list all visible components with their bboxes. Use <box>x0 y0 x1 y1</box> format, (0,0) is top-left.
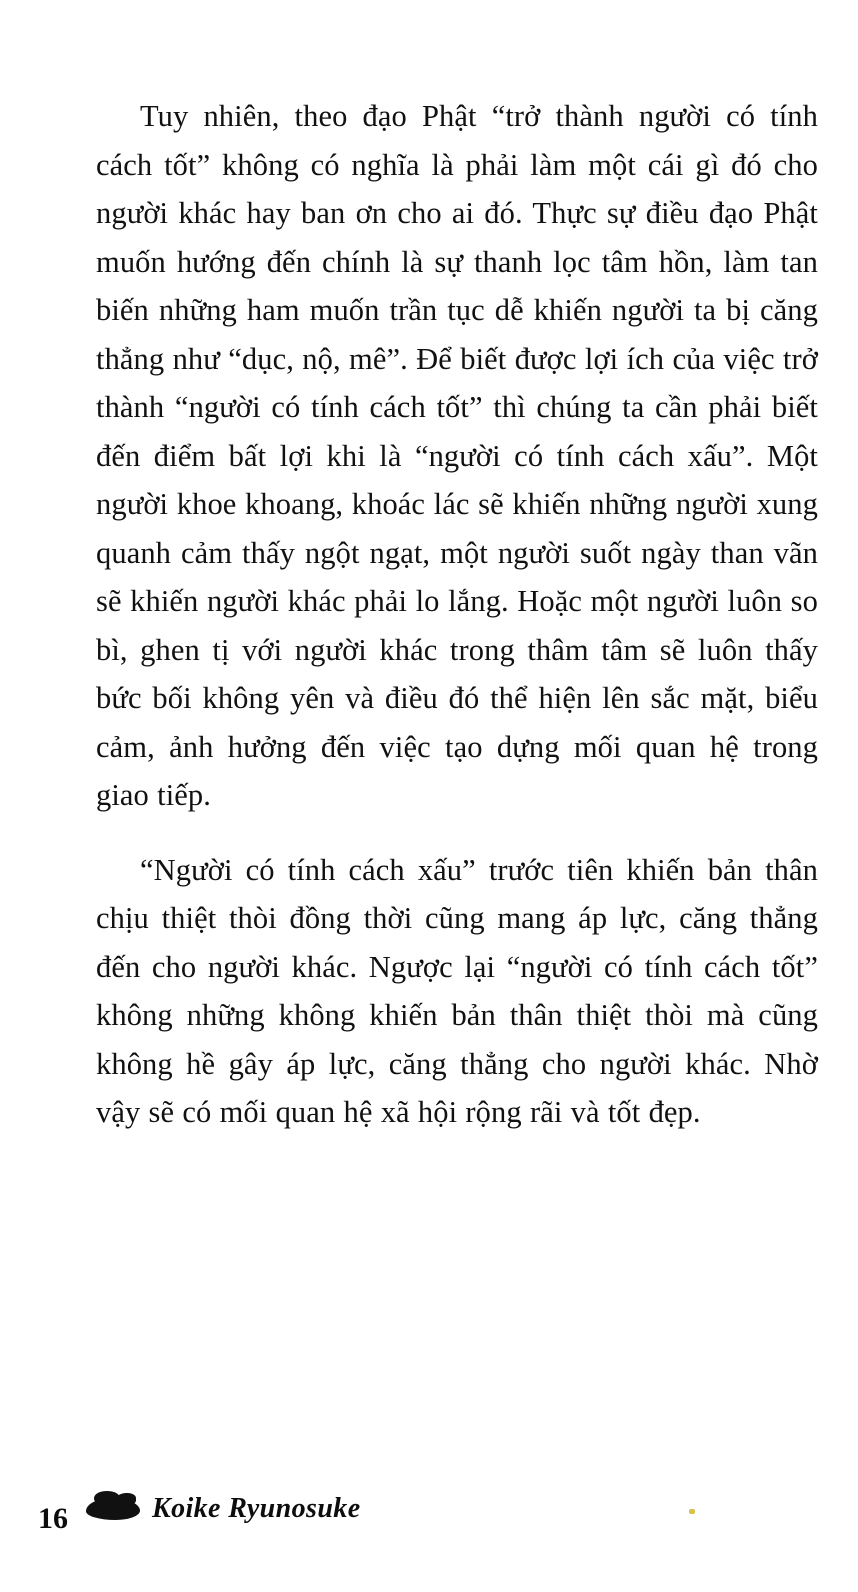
paragraph-2: “Người có tính cách xấu” trước tiên khiến bản thân chịu thiệt thòi đồng thời cũng mang áp lực, căng thẳng đến cho người khác. Ngược lại “người có tính cách tốt” không những không khiến bản thân thiệt thòi mà cũng không hề gây áp lực, căng thẳng cho người khác. Nhờ vậy sẽ có mối quan hệ xã hội rộng rãi và tốt đẹp. <box>96 852 818 1129</box>
paragraph-1: Tuy nhiên, theo đạo Phật “trở thành người có tính cách tốt” không có nghĩa là phải làm một cái gì đó cho người khác hay ban ơn cho ai đó. Thực sự điều đạo Phật muốn hướng đến chính là sự thanh lọc tâm hồn, làm tan biến những ham muốn trần tục dễ khiến người ta bị căng thẳng như “dục, nộ, mê”. Để biết được lợi ích của việc trở thành “người có tính cách tốt” thì chúng ta cần phải biết đến điểm bất lợi khi là “người có tính cách xấu”. Một người khoe khoang, khoác lác sẽ khiến những người xung quanh cảm thấy ngột ngạt, một người suốt ngày than vãn sẽ khiến người khác phải lo lắng. Hoặc một người luôn so bì, ghen tị với người khác trong thâm tâm sẽ luôn thấy bức bối không yên và điều đó thể hiện lên sắc mặt, biểu cảm, ảnh hưởng đến việc tạo dựng mối quan hệ trong giao tiếp. <box>96 99 818 812</box>
page-footer <box>0 1442 858 1592</box>
footer-author-name: Koike Ryunosuke <box>152 1493 361 1524</box>
page-body <box>96 92 818 1137</box>
print-speck <box>689 1509 695 1514</box>
page-number: 16 <box>38 1502 68 1535</box>
ink-blob-icon <box>84 1492 144 1526</box>
